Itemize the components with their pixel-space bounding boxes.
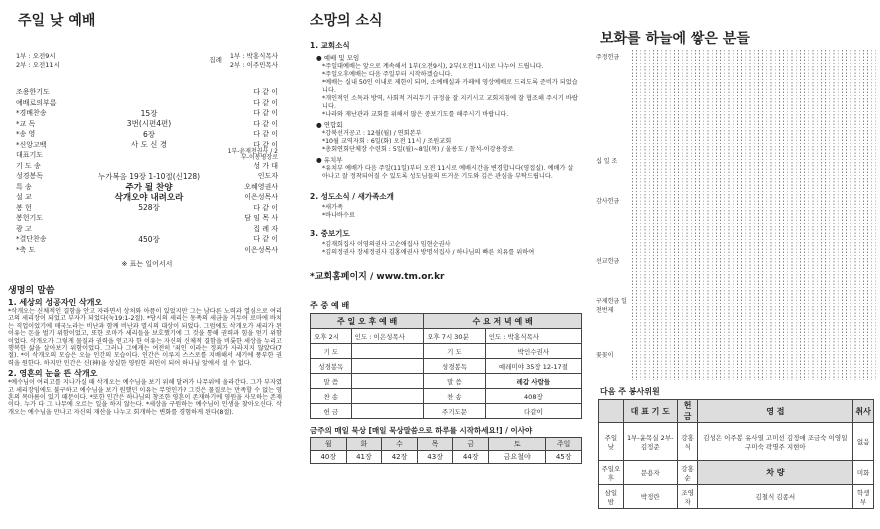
service-row <box>311 389 582 404</box>
order-item-leader: 1부-윤재천권사 / 2부-이봉병장로 <box>227 148 278 162</box>
volunteer-row <box>599 485 874 509</box>
volunteer-row <box>599 423 874 461</box>
volunteer-header: 취사 <box>853 400 874 423</box>
offering-category: 십 일 조 <box>596 158 618 165</box>
news-section-2: 2. 성도소식 / 새가족소개 <box>310 192 394 201</box>
volunteer-prayer: 문용자 <box>623 461 677 485</box>
service-time-2: 2부 : 오전11시 <box>16 60 60 69</box>
order-row <box>16 119 278 130</box>
order-item-name: 예배로의부름 <box>16 98 57 107</box>
order-item-leader: 다 같 이 <box>253 203 278 212</box>
order-item-content: 6장 <box>142 129 156 139</box>
news-sub-2: ● 연합회 <box>316 121 343 129</box>
weekly-service-table <box>310 313 582 419</box>
offering-column <box>592 0 880 529</box>
sunday-pm-role: 헌 금 <box>311 404 352 419</box>
order-item-name: *신앙고백 <box>16 140 47 149</box>
order-item-content: 삭개오야 내려오라 <box>114 193 184 204</box>
news-line: *예배는 실내 50인 이내로 제한이 되며, 소예배실과 카페에 영상예배로 드리도록 준비가 되었습니다. <box>322 79 578 94</box>
order-item-content: 누가복음 19장 1-10절(신128) <box>97 171 201 181</box>
sunday-pm-role: 성경봉독 <box>311 359 352 374</box>
wednesday-role: 성경봉독 <box>424 359 486 374</box>
news-line: *주일대예배는 앞으로 계속해서 1부(오전9시), 2부(오전11시)로 나누어 드립니다. <box>322 63 544 70</box>
order-row <box>16 129 278 140</box>
wednesday-person: 408장 <box>485 389 581 404</box>
volunteer-header-blank <box>599 400 624 423</box>
order-item-leader: 다 같 이 <box>253 130 278 139</box>
news-line: *총회연회단체장 수련회 : 5일(월)~8일(목) / 울릉도 / 참석-이강용장로 <box>322 146 514 153</box>
order-item-name: 대표기도 <box>16 151 44 160</box>
order-row <box>16 87 278 98</box>
wednesday-leader: 인도 : 박홍식목사 <box>485 329 581 344</box>
sunday-pm-header: 주 일 오 후 예 배 <box>311 314 424 329</box>
order-row <box>16 203 278 214</box>
bible-chapter: 45장 <box>546 451 582 464</box>
sunday-pm-leader: 인도 : 이은성목사 <box>351 329 424 344</box>
order-row <box>16 98 278 109</box>
wednesday-person: 예레미야 35장 12-17절 <box>485 359 581 374</box>
order-item-name: 조용한기도 <box>16 88 50 97</box>
wednesday-role: 기 도 <box>424 344 486 359</box>
wednesday-role: 찬 송 <box>424 389 486 404</box>
offering-category: 주정헌금 <box>596 54 620 61</box>
bible-day: 주일 <box>546 438 582 451</box>
order-item-name: 봉 헌 <box>16 203 32 212</box>
volunteer-title: 다음 주 봉사위원 <box>600 387 660 396</box>
news-line: *유치부 예배가 다음 주일(11일)부터 오전 11시로 예배시간을 변경합니다(영접실). 예배가 살아나고 잘 정착되어질 수 있도록 성도님들의 뜨거운 기도와 깊은 관심을 부탁드립니다. <box>322 165 574 180</box>
order-item-leader: 오혜영권사 <box>244 182 278 191</box>
sermon-point-2: 2. 영혼의 눈을 뜬 삭개오 <box>8 369 98 379</box>
news-sub-1: ● 예배 및 모임 <box>316 54 360 62</box>
offering-title: 보화를 하늘에 쌓은 분들 <box>600 31 750 47</box>
order-row <box>16 192 278 203</box>
sunday-pm-person <box>351 389 424 404</box>
order-item-leader: 다 같 이 <box>253 140 278 149</box>
order-item-name: 설 교 <box>16 193 32 202</box>
order-item-leader: 집 례 자 <box>253 224 278 233</box>
news-lines-2 <box>300 130 585 154</box>
presider-label: 집례 <box>209 56 222 65</box>
presider-1: 1부 : 박홍식목사 <box>229 52 278 60</box>
order-item-name: 광 고 <box>16 224 32 233</box>
order-item-name: *결단찬송 <box>16 235 47 244</box>
bible-day: 수 <box>382 438 418 451</box>
order-item-leader: 인도자 <box>257 172 278 181</box>
sermon-body-2: *예수님이 여리고를 지나가실 때 삭개오는 예수님을 보기 위해 달려가 나무위에 올라간다. 그가 부자였고 세리장임에도 불구하고 예수님을 보기 원했던 이유는 무엇인가? 그것은 물질로는 만족할 수 없는 영혼의 목마름이 있기 때문이다. *또한 인간은 하나님의 창조한 영혼이 존재하기에 영원을 사모하는 존재이다. 누가 다 그 나무에 오르는 일을 하지 않는다. *세상을 구원하는 예수님이 인생을 찾아오신다. 삭개오는 예수님을 만나고 자신의 재산을 나누고 회개하는 변화를 경험하게 된다(8절). <box>8 379 282 416</box>
bible-table <box>310 437 582 464</box>
order-item-name: *경배찬송 <box>16 109 47 118</box>
order-row <box>16 224 278 235</box>
order-row <box>16 245 278 256</box>
sermon-point-1: 1. 세상의 성공자인 삭개오 <box>8 298 103 307</box>
volunteer-table <box>598 399 874 509</box>
order-item-name: 봉헌기도 <box>16 214 44 223</box>
sunday-pm-role: 말 씀 <box>311 374 352 389</box>
bible-chapter: 금요철야 <box>489 451 546 464</box>
order-item-leader: 다 같 이 <box>253 98 278 107</box>
news-line: *바나바수료 <box>322 212 355 219</box>
volunteer-prayer: 1부-윤목실 2부-김정준 <box>623 423 677 461</box>
order-item-content: 사 도 신 경 <box>130 140 168 150</box>
sermon-heading: 생명의 말씀 <box>8 286 55 296</box>
wednesday-person: 레갑 사람들 <box>485 374 581 389</box>
wednesday-person: 박인수권사 <box>485 344 581 359</box>
bible-day: 금 <box>453 438 489 451</box>
order-item-content: 528장 <box>138 203 160 213</box>
news-line: *주일오후예배는 다음 주일부터 시작하겠습니다. <box>322 71 453 78</box>
sermon-body-1: *삭개오는 신체적인 결함을 안고 자라면서 상처와 아픔이 있었지만 그는 남다른 노력과 열심으로 여리고의 세리장이 되었고 부자가 되었다(눅19:1-2절). *당시의 세리는 동족의 세금을 거두어 로마에 바치는 직업이었기에 매국노라는 비난과 함께 비난과 멸시의 대상이 되었다. 그럼에도 삭개오가 세리가 된 이유는 돈을 벌기 위함이었고, 또한 로마가 세리들을 보호했기에 그 것을 통해 권력과 힘을 얻기 위함이었다. 삭개오가 그렇게 물질과 권력을 얻고자 한 이유는 자신의 신체적 결함을 비롯한 세상을 누리고 행복한 삶을 살아보기 위함이었다. 그러나 그에게는 여전히 '죄인 이라는 정죄가 사라지지 않았다(7절). *이 삭개오의 모습은 오늘 인간의 모습이다. 인간은 이루지 스스로를 지배해서 세기에 풍부한 권력을 원한다. 하지만 인간은 신(神)을 상실한 영원한 죄인이 되어 하나님 앞에서 설 수 없다. <box>8 308 282 367</box>
volunteer-offering: 강홍순 <box>677 461 698 485</box>
service-row <box>311 344 582 359</box>
wednesday-header: 수 요 저 녁 예 배 <box>424 314 582 329</box>
volunteer-row <box>599 461 874 485</box>
car-label: 차 량 <box>698 461 853 485</box>
bible-chapter: 42장 <box>382 451 418 464</box>
bible-day: 월 <box>311 438 347 451</box>
sunday-pm-role: 찬 송 <box>311 389 352 404</box>
news-lines-3 <box>300 165 585 181</box>
service-row <box>311 374 582 389</box>
order-item-content: 450장 <box>138 234 160 244</box>
order-item-leader: 이은성목사 <box>244 245 278 254</box>
sunday-pm-role: 기 도 <box>311 344 352 359</box>
volunteer-service: 주일오후 <box>599 461 624 485</box>
bible-chapter: 40장 <box>311 451 347 464</box>
news-line: *새가족 <box>322 204 344 211</box>
offering-category: 구제헌금 일천번제 <box>596 298 627 314</box>
order-item-name: 특 송 <box>16 182 32 191</box>
order-item-name: *축 도 <box>16 245 36 254</box>
volunteer-cooking: 학생부 <box>853 485 874 509</box>
volunteer-cooking: 없음 <box>853 423 874 461</box>
order-item-content: 3번(시편4편) <box>126 119 172 129</box>
order-item-leader: 성 가 대 <box>253 161 278 170</box>
sunday-pm-time: 오후 2시 <box>311 329 352 344</box>
news-section-1: 1. 교회소식 <box>310 41 350 50</box>
volunteer-cooking: 미화 <box>853 461 874 485</box>
order-row <box>16 213 278 224</box>
church-website[interactable]: *교회홈페이지 / www.tm.or.kr <box>310 272 445 282</box>
order-item-name: 기 도 송 <box>16 161 41 170</box>
offering-category: 감사헌금 <box>596 198 620 205</box>
order-item-content: 15장 <box>140 108 158 118</box>
wednesday-time: 오후 7시 30분 <box>424 329 486 344</box>
service-row <box>311 359 582 374</box>
worship-column <box>0 0 290 529</box>
service-times <box>0 52 290 69</box>
news-lines-4 <box>300 204 585 220</box>
sunday-pm-person <box>351 344 424 359</box>
bible-chapter: 44장 <box>453 451 489 464</box>
order-item-leader: 다 같 이 <box>253 235 278 244</box>
news-line: *김의정권사 장세정권사 김홍애권사 방명석집사 / 하나님의 빠른 치유를 위하여 <box>322 249 535 256</box>
order-row <box>16 108 278 119</box>
volunteer-greeters: 김철식 김종서 <box>698 485 853 509</box>
bible-label: 금주의 매일 묵상 [매일 묵상말씀으로 하루를 시작하세요!] / 이사야 <box>310 426 533 435</box>
offering-category: 선교헌금 <box>596 258 620 265</box>
bible-chapter: 41장 <box>346 451 382 464</box>
order-item-name: *송 영 <box>16 130 36 139</box>
order-item-leader: 다 같 이 <box>253 88 278 97</box>
bible-day: 목 <box>417 438 453 451</box>
volunteer-service: 삼일 밤 <box>599 485 624 509</box>
service-row <box>311 404 582 419</box>
order-item-leader: 이은성목사 <box>244 193 278 202</box>
sunday-pm-person <box>351 374 424 389</box>
order-item-name: 성경봉독 <box>16 172 44 181</box>
order-item-leader: 다 같 이 <box>253 109 278 118</box>
order-item-leader: 담 임 목 사 <box>244 214 278 223</box>
wednesday-person: 다같이 <box>485 404 581 419</box>
sunday-pm-person <box>351 359 424 374</box>
sunday-pm-person <box>351 404 424 419</box>
news-lines-1 <box>300 63 585 119</box>
order-item-name: *교 독 <box>16 119 36 128</box>
news-section-3: 3. 중보기도 <box>310 229 350 238</box>
volunteer-header: 대 표 기 도 <box>623 400 677 423</box>
volunteer-header: 영 접 <box>698 400 853 423</box>
bible-day: 화 <box>346 438 382 451</box>
news-line: *10월 교역자회 : 6일(화) 오전 11시 / 조원교회 <box>322 138 452 145</box>
donor-names-block <box>632 50 876 380</box>
bible-chapter: 43장 <box>417 451 453 464</box>
order-item-content: 주가 될 찬양 <box>125 182 173 193</box>
news-line: *강북선거공고 : 12월(월) / 연회본부 <box>322 130 422 137</box>
worship-title: 주일 낮 예배 <box>18 13 96 29</box>
news-line: *나라와 재난관과 교회를 위해서 많은 중보기도를 해주시기 바랍니다. <box>322 111 509 118</box>
news-line: *김재희집사 이영의권사 고순애집사 임현순권사 <box>322 241 451 248</box>
order-row <box>16 234 278 245</box>
volunteer-greeters: 김성은 이주봉 유사열 고미선 김정애 조금숙 이영일 구미숙 곽명주 지현아 <box>698 423 853 461</box>
news-sub-3: ● 유치부 <box>316 156 343 164</box>
news-column <box>300 0 585 529</box>
volunteer-offering: 조영자 <box>677 485 698 509</box>
bible-day: 토 <box>489 438 546 451</box>
wednesday-role: 말 씀 <box>424 374 486 389</box>
order-note: ※ 표는 일어서서 <box>121 260 173 268</box>
weekly-label: 주 중 예 배 <box>310 301 350 310</box>
news-title: 소망의 소식 <box>310 13 383 29</box>
order-row <box>16 150 278 161</box>
volunteer-offering: 강홍식 <box>677 423 698 461</box>
volunteer-prayer: 박정란 <box>623 485 677 509</box>
volunteer-header: 헌 금 <box>677 400 698 423</box>
offering-category: 꽃꽂이 <box>596 352 614 359</box>
news-lines-5 <box>300 241 585 257</box>
news-line: *개인적인 소독과 방역, 사회적 거리두기 규정을 잘 지키시고 교회지침에 잘 협조해 주시기 바랍니다. <box>322 95 578 110</box>
order-row <box>16 161 278 172</box>
order-item-leader: 다 같 이 <box>253 119 278 128</box>
volunteer-service: 주일 낮 <box>599 423 624 461</box>
worship-order <box>16 87 278 269</box>
presider-2: 2부 : 이주민목사 <box>229 60 278 69</box>
wednesday-role: 주기도문 <box>424 404 486 419</box>
service-time-1: 1부 : 오전9시 <box>16 52 56 60</box>
